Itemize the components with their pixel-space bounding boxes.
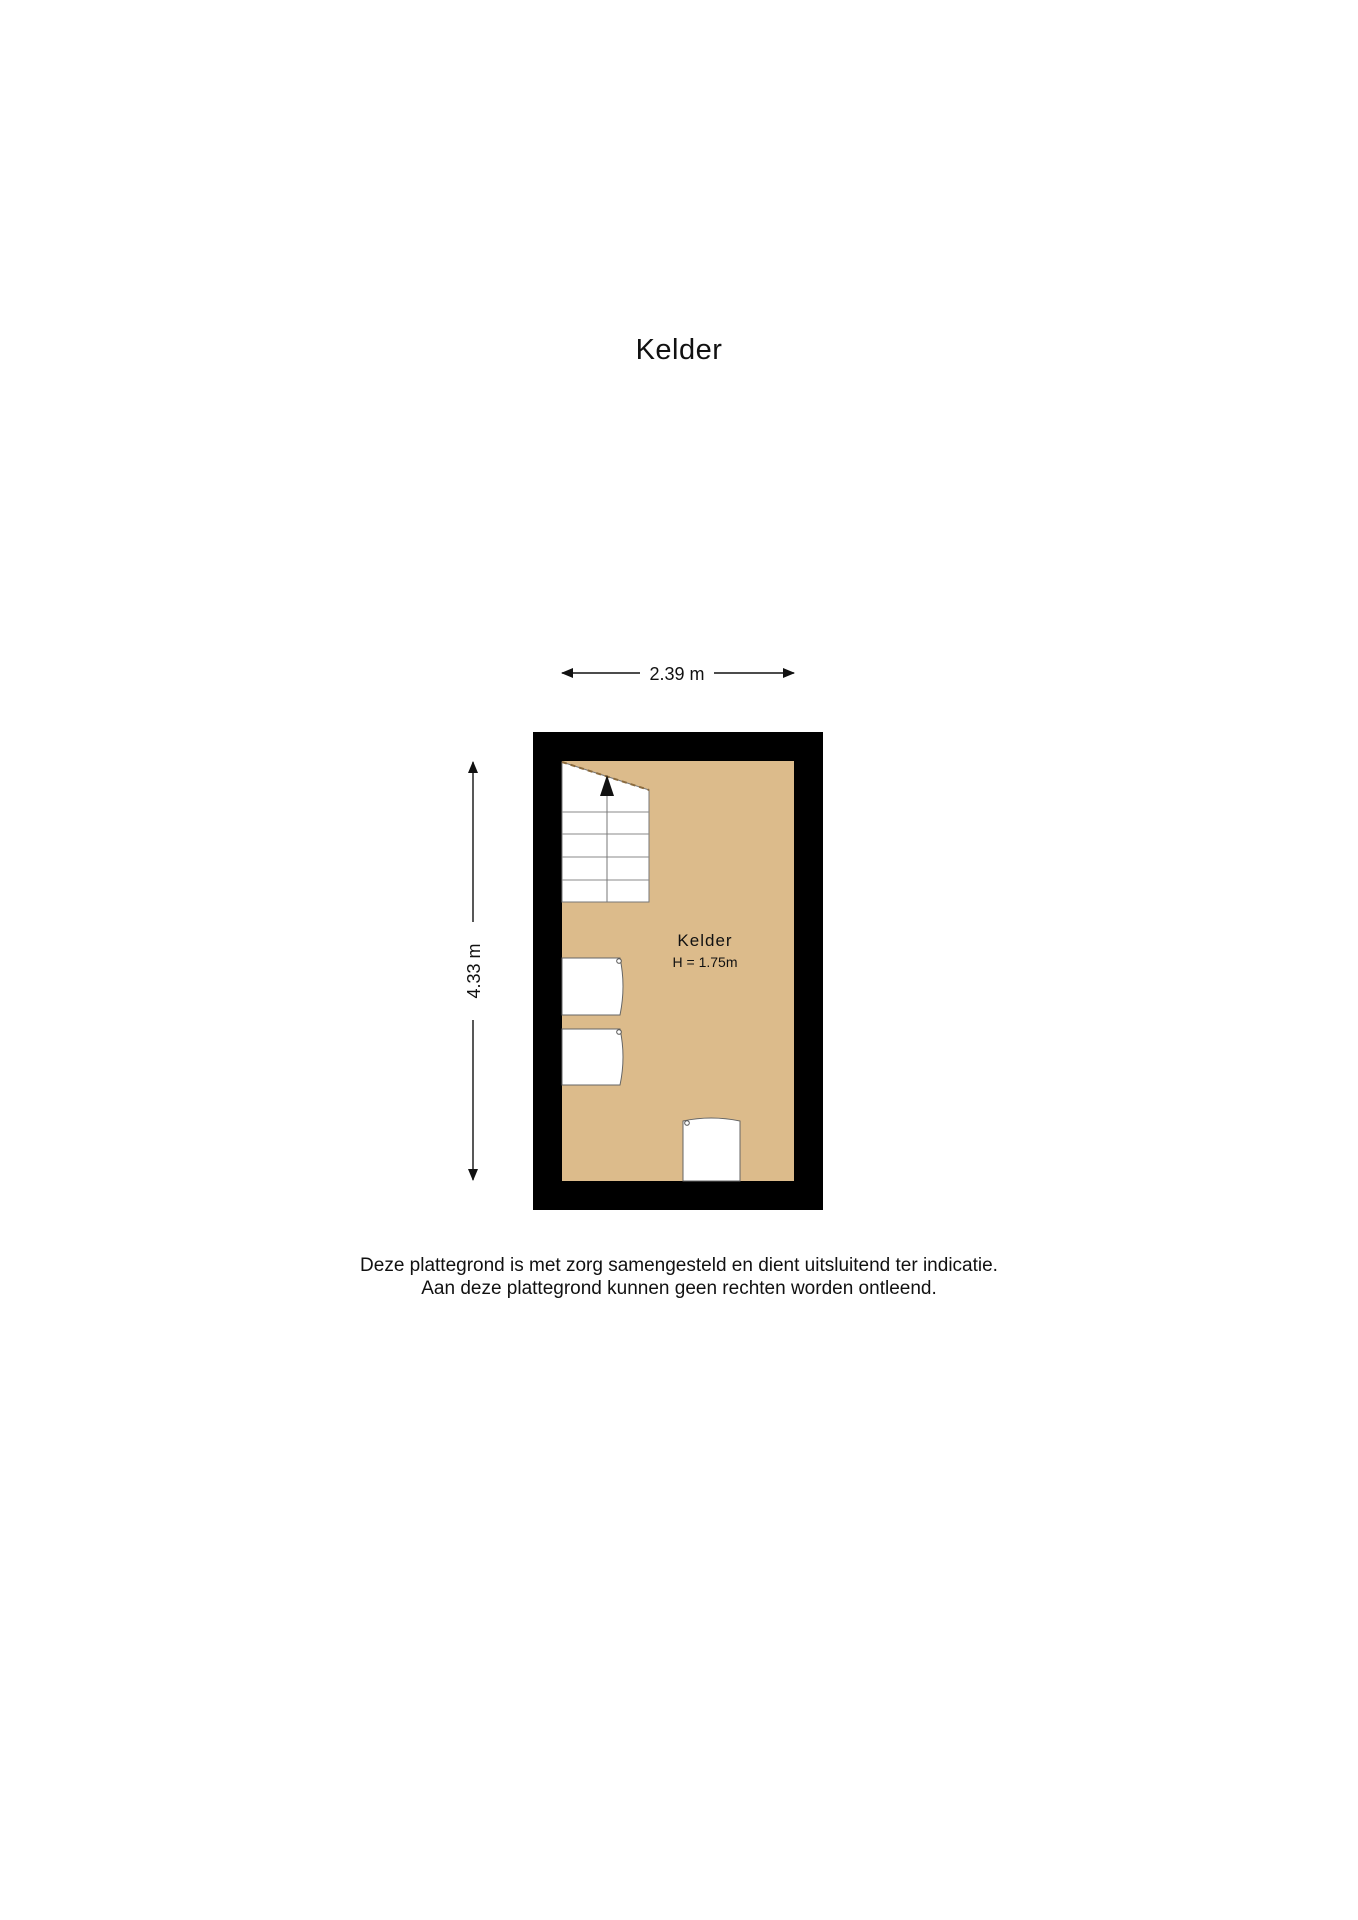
disclaimer-line-1: Deze plattegrond is met zorg samengesteld en dient uitsluitend ter indicatie. — [360, 1255, 998, 1276]
room-height: H = 1.75m — [672, 954, 738, 970]
length-dimension-label: 4.33 m — [464, 943, 484, 999]
page-title: Kelder — [635, 334, 723, 366]
cabinet-bottom — [683, 1118, 740, 1181]
disclaimer — [0, 1254, 1358, 1300]
cabinet-knob — [617, 1030, 622, 1035]
cabinet-lower — [562, 1029, 623, 1085]
cabinet-knob — [685, 1121, 690, 1126]
width-dimension — [562, 664, 794, 684]
length-dimension — [464, 762, 484, 1180]
cabinet-knob — [617, 959, 622, 964]
disclaimer-line-2: Aan deze plattegrond kunnen geen rechten worden ontleend. — [421, 1278, 937, 1299]
cabinet-upper — [562, 958, 623, 1015]
width-dimension-label: 2.39 m — [649, 664, 705, 684]
room-name: Kelder — [677, 931, 733, 950]
